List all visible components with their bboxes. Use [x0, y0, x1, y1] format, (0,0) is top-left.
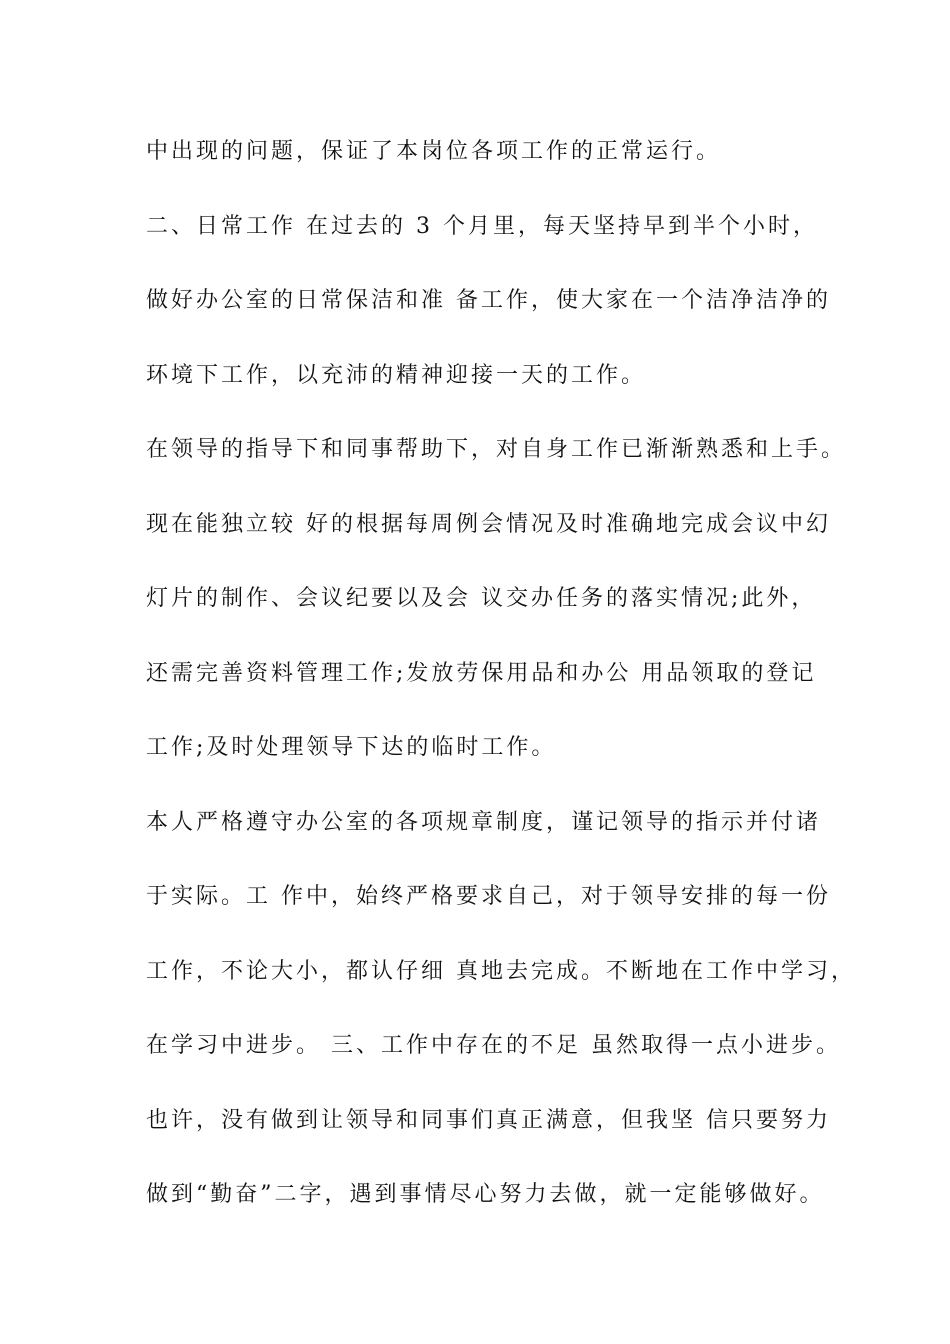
document-body: [146, 126, 856, 1244]
text-line: 做到“勤奋”二字，遇到事情尽心努力去做，就一定能够做好。: [146, 1182, 825, 1207]
text-line: 也许，没有做到让领导和同事们真正满意，但我坚 信只要努力: [146, 1107, 831, 1133]
text-line: 做好办公室的日常保洁和准 备工作，使大家在一个洁净洁净的: [146, 288, 831, 313]
text-line: 中出现的问题，保证了本岗位各项工作的正常运行。: [146, 139, 722, 164]
text-line: 环境下工作，以充沛的精神迎接一天的工作。: [146, 362, 647, 388]
text-line: 灯片的制作、会议纪要以及会 议交办任务的落实情况;此外，: [146, 586, 817, 611]
text-line: 二、日常工作 在过去的 3 个月里，每天坚持早到半个小时，: [146, 213, 818, 239]
text-line: 在学习中进步。 三、工作中存在的不足 虽然取得一点小进步。: [146, 1033, 841, 1058]
text-line: 现在能独立较 好的根据每周例会情况及时准确地完成会议中幻: [146, 511, 831, 537]
text-line: 在领导的指导下和同事帮助下，对自身工作已渐渐熟悉和上手。: [146, 437, 847, 462]
text-line: 于实际。工 作中，始终严格要求自己，对于领导安排的每一份: [146, 884, 831, 909]
text-line: 还需完善资料管理工作;发放劳保用品和办公 用品领取的登记: [146, 660, 817, 686]
text-line: 工作，不论大小，都认仔细 真地去完成。不断地在工作中学习，: [146, 958, 856, 984]
text-line: 本人严格遵守办公室的各项规章制度，谨记领导的指示并付诸: [146, 809, 822, 835]
text-line: 工作;及时处理领导下达的临时工作。: [146, 735, 557, 760]
